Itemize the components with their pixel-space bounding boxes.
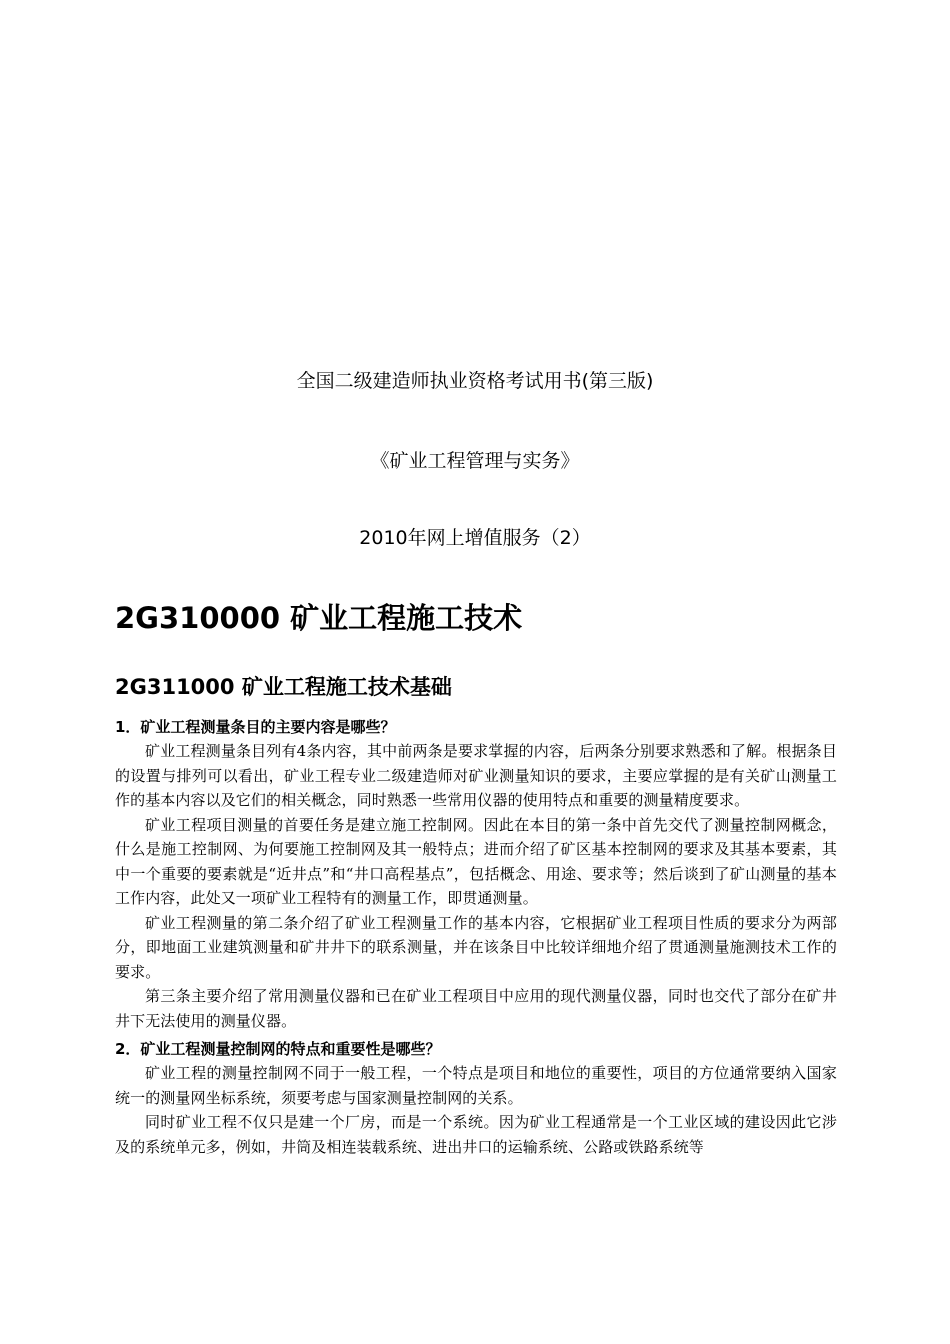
cover-service-title: 2010年网上增值服务（2） [359, 527, 591, 549]
paragraph: 同时矿业工程不仅只是建一个厂房，而是一个系统。因为矿业工程通常是一个工业区域的建设因此它涉及的系统单元多，例如，井筒及相连装载系统、进出井口的运输系统、公路或铁路系统等 [115, 1113, 837, 1156]
paragraph: 矿业工程的测量控制网不同于一般工程，一个特点是项目和地位的重要性，项目的方位通常要纳入国家统一的测量网坐标系统，须要考虑与国家测量控制网的关系。 [115, 1064, 837, 1107]
cover-book-title: 《矿业工程管理与实务》 [370, 450, 580, 472]
question-heading: 1．矿业工程测量条目的主要内容是哪些？ [115, 718, 396, 736]
paragraph: 矿业工程测量的第二条介绍了矿业工程测量工作的基本内容，它根据矿业工程项目性质的要求分为两部分，即地面工业建筑测量和矿井井下的联系测量，并在该条目中比较详细地介绍了贯通测量施测技术工作的要求。 [115, 913, 837, 981]
chapter-heading: 2G310000 矿业工程施工技术 [115, 601, 523, 635]
cover-series-title: 全国二级建造师执业资格考试用书(第三版) [296, 370, 654, 392]
section-heading: 2G311000 矿业工程施工技术基础 [115, 675, 452, 699]
question-heading: 2．矿业工程测量控制网的特点和重要性是哪些？ [115, 1040, 441, 1058]
paragraph: 矿业工程测量条目列有4条内容，其中前两条是要求掌握的内容，后两条分别要求熟悉和了解。根据条目的设置与排列可以看出，矿业工程专业二级建造师对矿业测量知识的要求，主要应掌握的是有关矿山测量工作的基本内容以及它们的相关概念，同时熟悉一些常用仪器的使用特点和重要的测量精度要求。 [115, 742, 837, 809]
paragraph: 矿业工程项目测量的首要任务是建立施工控制网。因此在本目的第一条中首先交代了测量控制网概念，什么是施工控制网、为何要施工控制网及其一般特点；进而介绍了矿区基本控制网的要求及其基本要素，其中一个重要的要素就是“近井点”和“井口高程基点”，包括概念、用途、要求等；然后谈到了矿山测量的基本工作内容，此处又一项矿业工程特有的测量工作，即贯通测量。 [115, 815, 837, 907]
document-body [115, 595, 837, 1159]
paragraph: 第三条主要介绍了常用测量仪器和已在矿业工程项目中应用的现代测量仪器，同时也交代了部分在矿井井下无法使用的测量仪器。 [115, 987, 837, 1030]
